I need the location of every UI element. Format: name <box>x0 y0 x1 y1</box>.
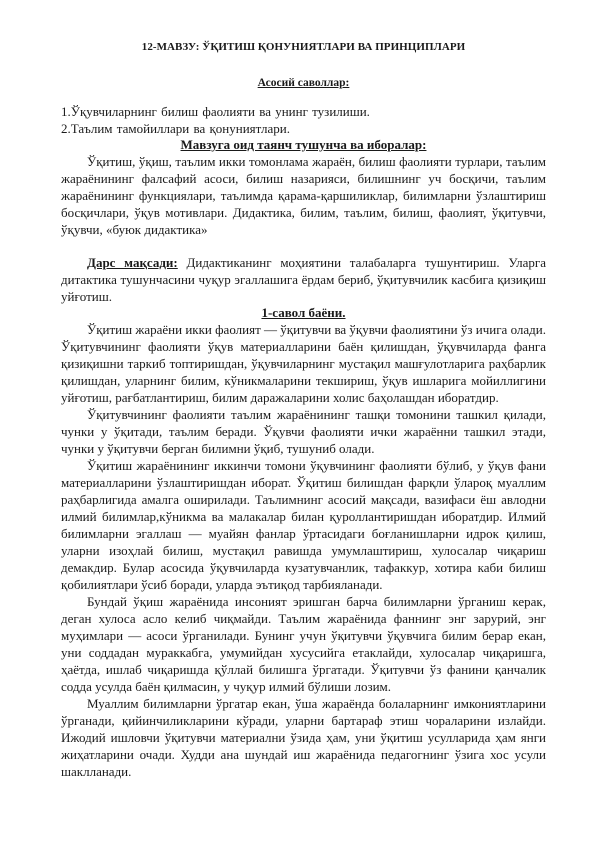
lesson-goal-label: Дарс мақсади: <box>87 255 178 270</box>
main-questions-heading: Асосий саволлар: <box>257 77 350 89</box>
body-paragraph-3: Ўқитиш жараёнининг иккинчи томони ўқувчининг фаолияти бўлиб, у ўқув фани материалларини ўзлаштиришдан иборат. Ўқитиш билишдан фарқли ўлароқ муаллим раҳбарлигида амалга оширилади. Таълимнинг асосий мақсади, вазифаси ёш авлодни илмий билимлар,кўникма ва малакалар билан қуроллантиришдан иборатдир. Илмий билимларни эгаллаш — муайян фанлар ўртасидаги боғланишларни идрок қилиш, уларни изоҳлай билиш, мустақил равишда умумлаштириш, хулосалар чиқариш демакдир. Булар асосида ўқувчиларда кузатувчанлик, тафаккур, хотира каби билиш қобилиятлари ўсиб боради, уларда эътиқод тарбияланади. <box>61 458 546 592</box>
page-title: 12-МАВЗУ: ЎҚИТИШ ҚОНУНИЯТЛАРИ ВА ПРИНЦИПЛАРИ <box>141 41 466 53</box>
body-paragraph-5: Муаллим билимларни ўргатар екан, ўша жараёнда болаларнинг имкониятларини ўрганади, қийинчиликларини кўради, уларни бартараф этиш чораларини излайди. Ижодий ишловчи ўқитувчи материални ўзида ҳам, уни ўқитиш усулларида ҳам янги жиҳатларини очади. Худди ана шундай иш жараёнида педагогнинг ўзига хос усули шаклланади. <box>61 696 546 779</box>
lesson-goal-text: Дидактиканинг моҳиятини талабаларга тушунтириш. Уларга дитактика тушунчасини чуқур эгаллашига ёрдам бериб, ўқитувчилик касбига қизиқиш уйғотиш. <box>61 255 546 304</box>
body-paragraph-1: Ўқитиш жараёни икки фаолият — ўқитувчи ва ўқувчи фаолиятини ўз ичига олади. Ўқитувчининг фаолияти ўқув материалларини баён қилишдан, ўқувчиларда фанга қизиқишни таркиб топтиришдан, ўқувчиларнинг мустақил машғулотларига раҳбарлик қилишдан, уларнинг билим, кўникмаларини текшириш, ўқув ишларига мойиллигини уйғотиш, рағбатлантириш, билим даражаларини холис баҳолашдан иборатдир. <box>61 322 546 405</box>
lesson-goal-paragraph <box>61 254 546 305</box>
body-paragraph-2: Ўқитувчининг фаолияти таълим жараёнининг ташқи томонини ташкил қилади, чунки у ўқитади, таълим беради. Ўқувчи фаолияти ички жараённи ташкил этади, чунки у ўқитувчи берган билимни ўқиб, тушуниб олади. <box>61 407 546 456</box>
question-1-heading: 1-савол баёни. <box>261 305 346 320</box>
concepts-paragraph: Ўқитиш, ўқиш, таълим икки томонлама жараён, билиш фаолияти турлари, таълим жараёнининг фалсафий асоси, билиш назарияси, билишнинг уч босқичи, таълим жараёнининг функциялари, таълимда қарама-қаршиликлар, билимларни ўзлаштириш босқичлари, ўқув мотивлари. Дидактика, билим, таълим, билиш, фаолият, ўқитувчи, ўқувчи, «буюк дидактика» <box>61 154 546 237</box>
body-paragraph-4: Бундай ўқиш жараёнида инсоният эришган барча билимларни ўрганиш керак, деган хулоса асло келиб чиқмайди. Таълим жараёнида фаннинг энг зарурий, энг муҳимлари — асоси ўрганилади. Бунинг учун ўқитувчи ўқувчига билим берар екан, уни соддадан мураккабга, умумийдан хусусийга етаклайди, хулосалар чиқаришга, ҳаётда, ишлаб чиқаришда қўллай билишга ўргатади. Ўқитувчи ўз фанини қанчалик содда усулда баён қилмасин, у чуқур илмий бўлиши лозим. <box>61 594 546 694</box>
question-item-2: 2.Таълим тамойиллари ва қонуниятлари. <box>61 121 290 136</box>
question-item-1: 1.Ўқувчиларнинг билиш фаолияти ва унинг тузилиши. <box>61 104 370 119</box>
concepts-heading: Мавзуга оид таянч тушунча ва иборалар: <box>180 137 427 152</box>
spacer <box>61 238 546 254</box>
